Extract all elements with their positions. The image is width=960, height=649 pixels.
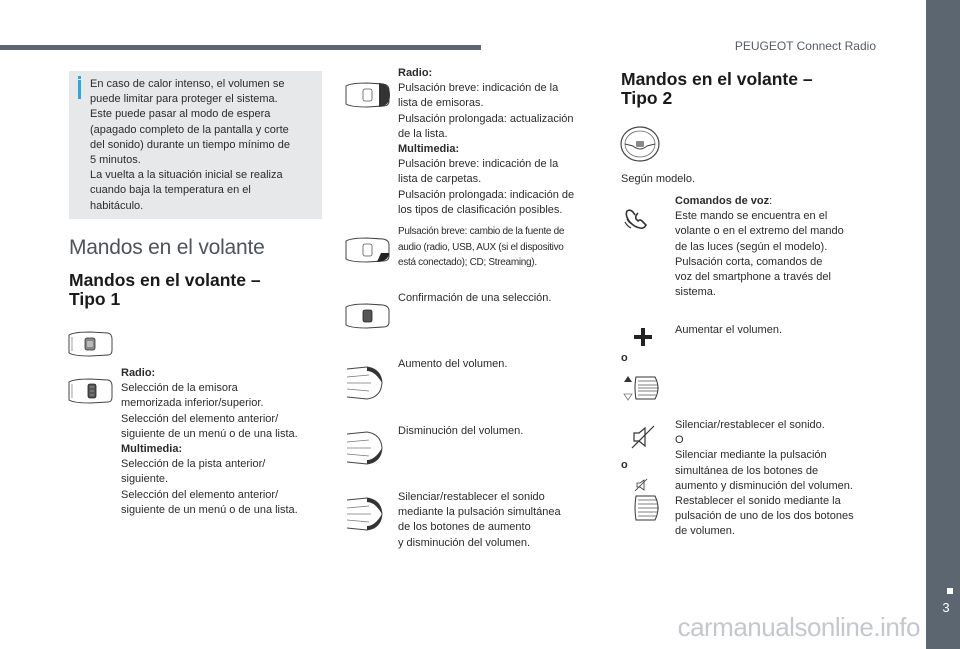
voice-command-icon <box>624 207 650 231</box>
side-band <box>926 0 960 649</box>
or-label-2: o <box>621 459 628 471</box>
volume-down-text: Disminución del volumen. <box>398 425 524 437</box>
stalk-confirm-button-icon <box>343 301 391 331</box>
stalk-button-icon <box>66 329 114 359</box>
watermark: carmanualsonline.info <box>677 612 920 642</box>
volume-down-control-icon <box>345 428 385 468</box>
volume-wheel-up-icon <box>621 374 663 402</box>
type1-radio-multimedia-text: Radio: Selección de la emisora memorizada inferior/superior. Selección del elemento anterior/ siguiente de un menú o de una lista. Multimedia: Selección de la pista anterior/ siguiente. Selección del elemento anterior/ siguiente de un menú o de una lista. <box>121 367 298 516</box>
stalk-source-button-icon <box>343 235 391 265</box>
plus-icon <box>633 327 653 347</box>
steering-wheel-icon <box>619 124 661 164</box>
subsection-title-type2: Mandos en el volante – Tipo 2 <box>621 69 813 108</box>
vol-up-text: Aumentar el volumen. <box>675 324 782 336</box>
voice-command-text: Comandos de voz: Este mando se encuentra en el volante o en el extremo del mando de las luces (según el modelo). Pulsación corta, comandos de voz del smartphone a través del sistema. <box>675 195 844 299</box>
info-text: En caso de calor intenso, el volumen se puede limitar para proteger el sistema. Este puede pasar al modo de espera (apagado completo de la pantalla y corte del sonido) durante un tiempo mínimo de 5 minutos. La vuelta a la situación inicial se realiza cuando baja la temperatura en el habitáculo. <box>90 78 290 212</box>
mute-text: Silenciar/restablecer el sonido. O Silenciar mediante la pulsación simultánea de los botones de aumento y disminución del volumen. Restablecer el sonido mediante la pulsación de uno de los dos botones de volumen. <box>675 419 854 538</box>
section-title: Mandos en el volante <box>69 236 265 259</box>
source-change-text: Pulsación breve: cambio de la fuente de audio (radio, USB, AUX (si el dispositivo está conectado); CD; Streaming). <box>398 226 565 268</box>
segun-modelo-text: Según modelo. <box>621 173 695 185</box>
volume-wheel-mute-icon <box>621 478 663 524</box>
volume-up-control-icon <box>345 363 385 403</box>
header-rule <box>0 45 481 50</box>
mute-icon <box>630 424 656 450</box>
info-icon <box>78 80 81 99</box>
or-label: o <box>621 352 628 364</box>
volume-up-text: Aumento del volumen. <box>398 358 508 370</box>
mute-simultaneous-text: Silenciar/restablecer el sonido mediante la pulsación simultánea de los botones de aumento y disminución del volumen. <box>398 491 561 549</box>
header-brand: PEUGEOT Connect Radio <box>734 39 876 53</box>
continue-marker <box>947 588 953 594</box>
mute-control-icon <box>345 494 385 534</box>
type1-radio-list-text: Radio: Pulsación breve: indicación de la lista de emisoras. Pulsación prolongada: actualización de la lista. Multimedia: Pulsación breve: indicación de la lista de carpetas. Pulsación prolongada: indicación de los tipos de clasificación posibles. <box>398 67 575 216</box>
page-number: 3 <box>942 600 950 615</box>
stalk-end-button-icon <box>343 80 391 110</box>
confirm-selection-text: Confirmación de una selección. <box>398 292 552 304</box>
stalk-thumbwheel-icon <box>66 376 114 406</box>
subsection-title-type1: Mandos en el volante – Tipo 1 <box>69 270 261 309</box>
